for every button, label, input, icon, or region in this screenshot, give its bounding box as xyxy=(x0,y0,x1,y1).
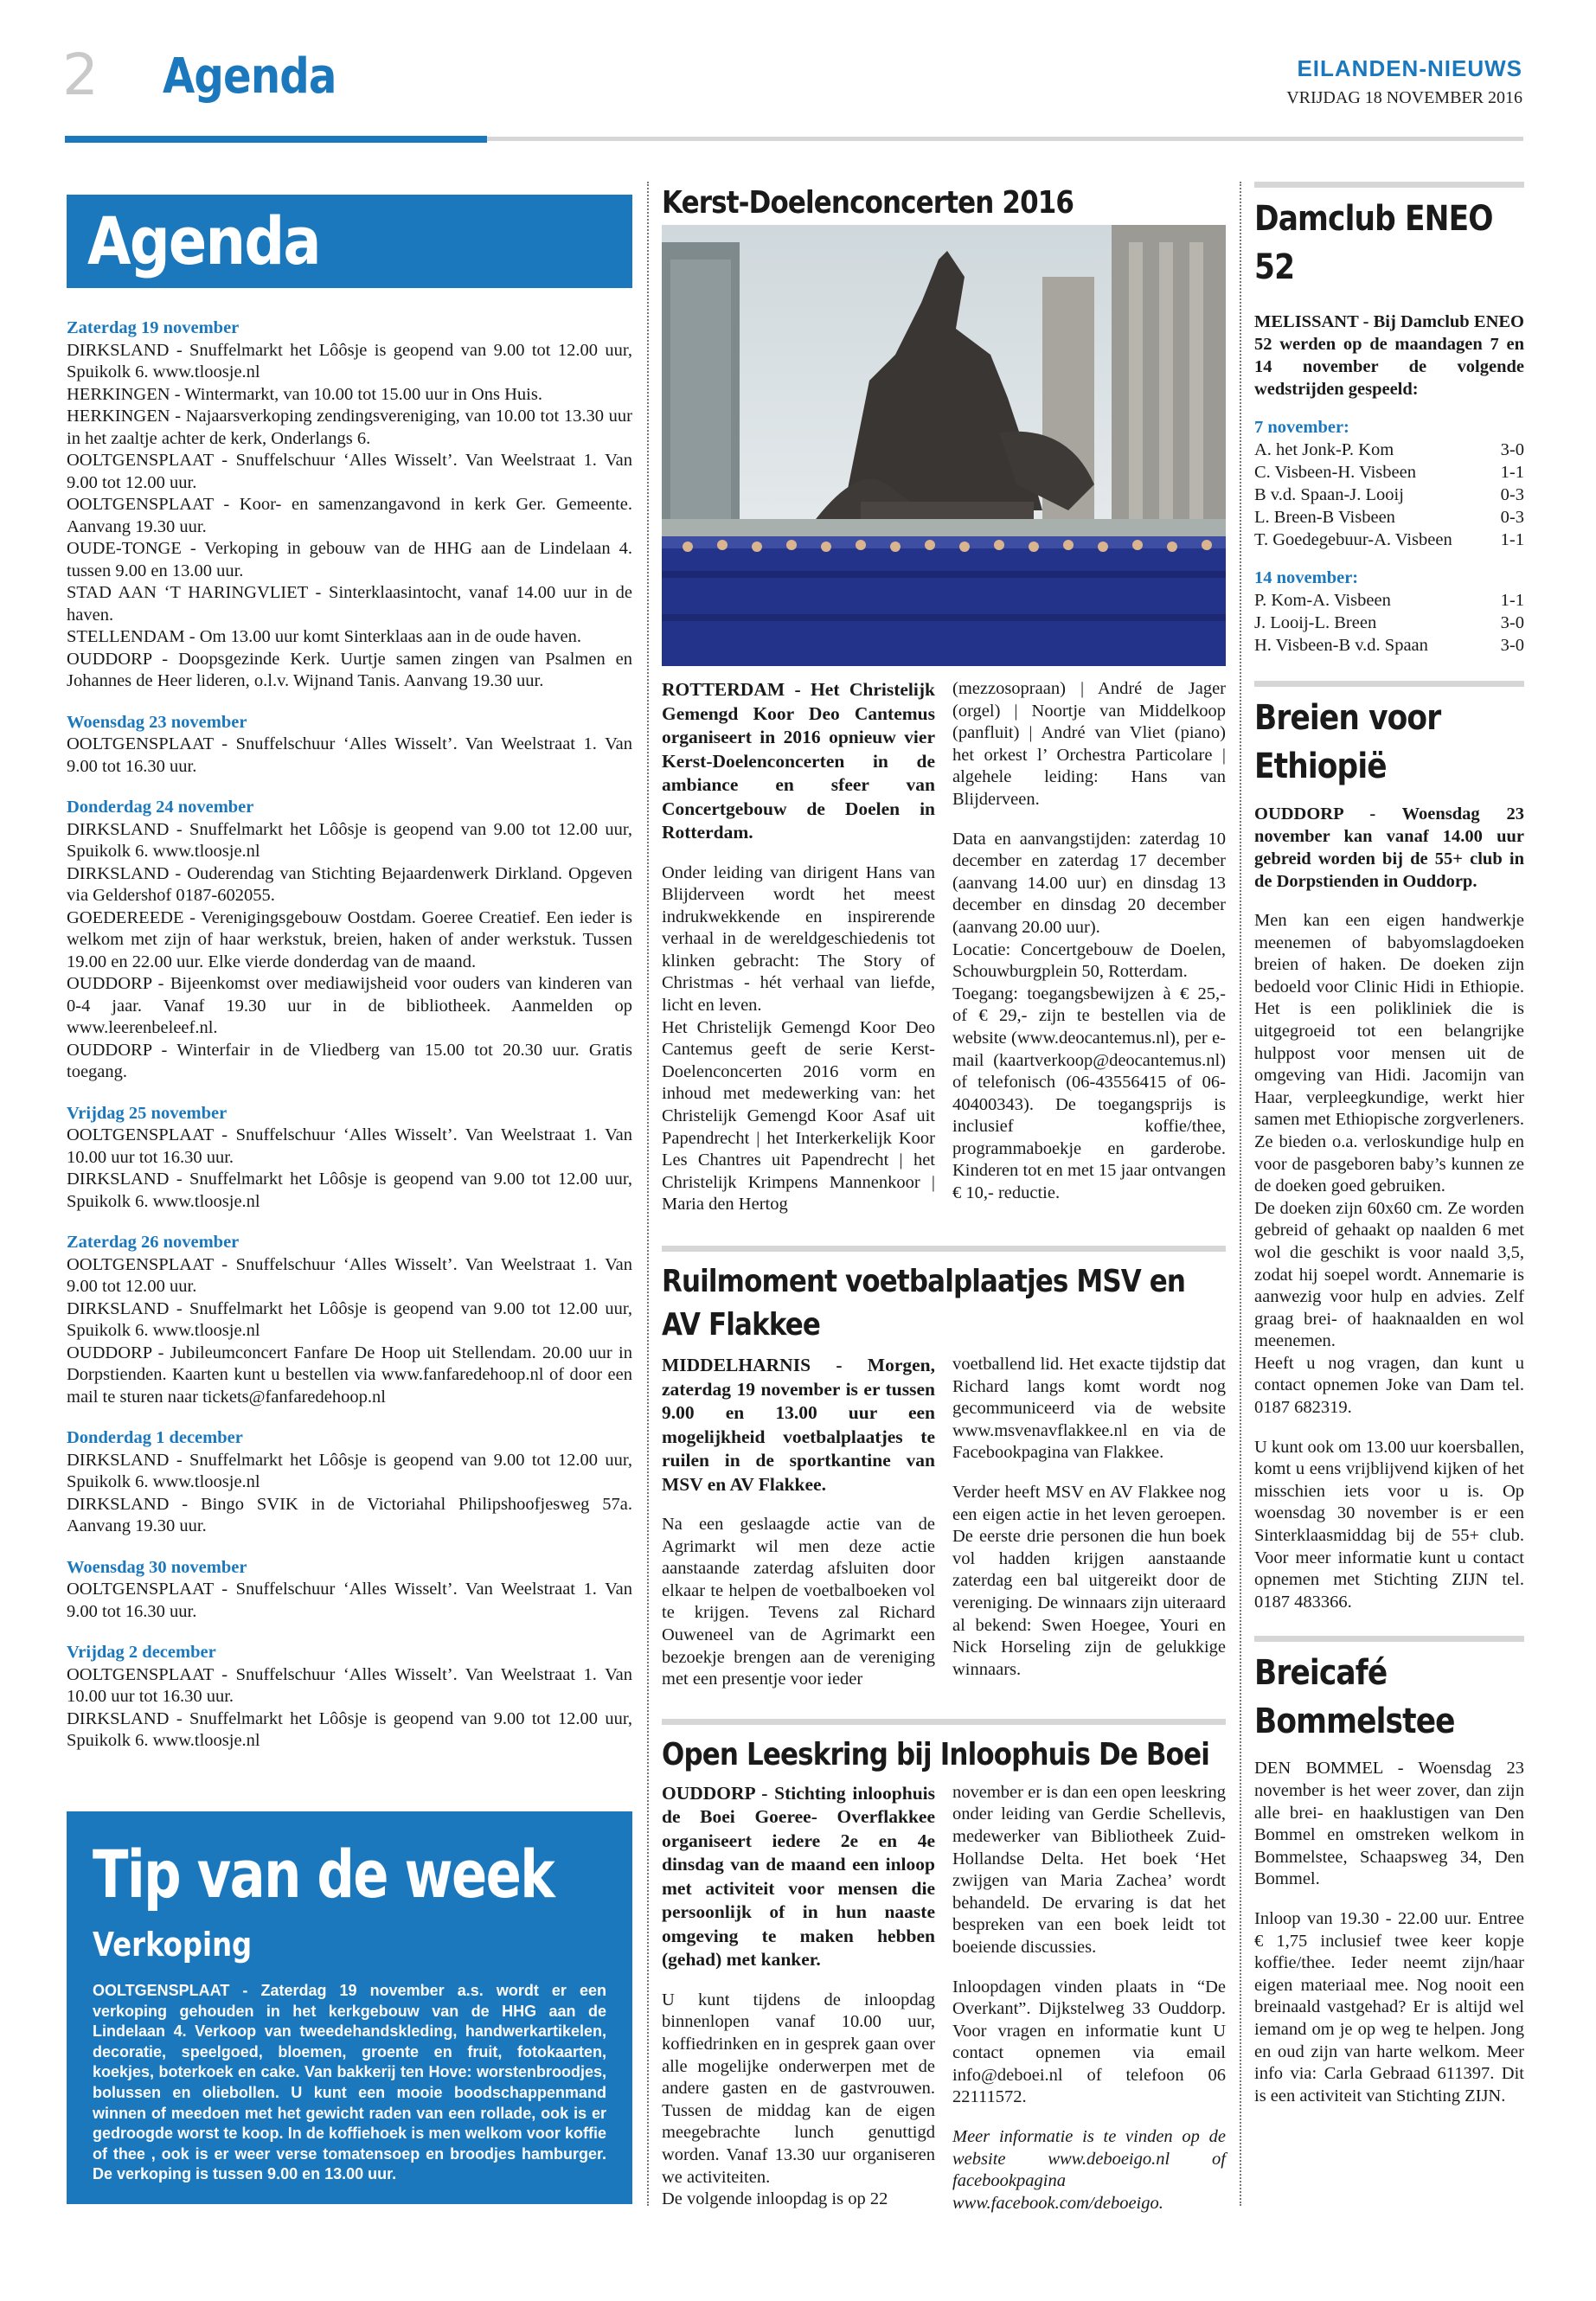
agenda-entry: OUDDORP - Winterfair in de Vliedberg van 15.00 tot 20.30 uur. Gratis toegang. xyxy=(67,1040,632,1081)
dam-results xyxy=(1254,401,1524,657)
dam-article-title: Damclub ENEO 52 xyxy=(1254,199,1493,287)
article-rule xyxy=(662,1719,1226,1725)
agenda-day xyxy=(67,1642,632,1753)
lees-paragraph: U kunt tijdens de inloopdag binnenlopen vanaf 10.00 uur, koffiedrinken en in gesprek gaan over alle mogelijke onderwerpen met de andere gasten en de gastvrouwen. Tussen de middag kan de eigen meegebrachte lunch genuttigd worden. Vanaf 13.30 uur organiseren we activiteiten. xyxy=(662,1990,935,2187)
dam-match: J. Looij-L. Breen xyxy=(1254,613,1377,632)
agenda-day-heading: Donderdag 24 november xyxy=(67,798,254,817)
header-rule-accent xyxy=(65,136,487,143)
kerst-lead: ROTTERDAM - Het Christelijk Gemengd Koor Deo Cantemus organiseert in 2016 opnieuw vier Kerst-Doelenconcerten in de ambiance en sfeer van Concertgebouw de Doelen in Rotterdam. xyxy=(662,679,935,843)
agenda-entry: OUDDORP - Doopsgezinde Kerk. Uurtje samen zingen van Psalmen en Johannes de Heer lideren, o.l.v. Wijnand Tanis. Aanvang 19.30 uur. xyxy=(67,649,632,690)
dam-score: 0-3 xyxy=(1500,508,1524,527)
lees-article-title: Open Leeskring bij Inloophuis De Boei xyxy=(662,1736,1209,1772)
agenda-banner-title: Agenda xyxy=(87,202,320,279)
ruil-paragraph: Na een geslaagde actie van de Agrimarkt wil men deze actie aanstaande zaterdag afsluiten door elkaar te helpen de voetbalboeken vol te krijgen. Tevens zal Richard Ouweneel van de Agrimarkt een bezoekje brengen aan de vereniging met een presentje voor ieder xyxy=(662,1515,935,1689)
dam-round-heading: 7 november: xyxy=(1254,418,1349,437)
newspaper-logo: EILANDEN-NIEUWS xyxy=(1297,55,1522,81)
ruil-article-title: Ruilmoment voetbalplaatjes MSV en AV Flakkee xyxy=(662,1264,1186,1343)
kerst-paragraph: Locatie: Concertgebouw de Doelen, Schouwburgplein 50, Rotterdam. xyxy=(952,939,1226,982)
dam-game-row xyxy=(1254,612,1524,634)
dam-score: 3-0 xyxy=(1500,613,1524,632)
breien-paragraph: De doeken zijn 60x60 cm. Ze worden gebreid of gehaakt op naalden 6 met wol die geschikt is voor naald 3,5, zodat hij soepel wordt. Annemarie is aanwezig voor hulp en advies. Zelf graag brei- of haaknaalden en wol meenemen. xyxy=(1254,1198,1524,1351)
agenda-banner xyxy=(67,195,632,288)
dam-match: C. Visbeen-H. Visbeen xyxy=(1254,463,1416,482)
issue-date: VRIJDAG 18 NOVEMBER 2016 xyxy=(1286,88,1522,107)
agenda-entry: OUDE-TONGE - Verkoping in gebouw van de HHG aan de Lindelaan 4. tussen 9.00 en 13.00 uur. xyxy=(67,539,632,580)
agenda-day-heading: Woensdag 30 november xyxy=(67,1557,247,1577)
kerst-paragraph: Het Christelijk Gemengd Koor Deo Cantemus geeft de serie Kerst-Doelenconcerten 2016 vorm en inhoud met medewerking van: het Christelijk Gemengd Koor Asaf uit Papendrecht | het Interkerkelijk Koor Les Chantres uit Papendrecht | het Christelijk Krimpens Mannenkoor | Maria den Hertog xyxy=(662,1017,935,1215)
agenda-day xyxy=(67,1103,632,1214)
agenda-day xyxy=(67,1557,632,1624)
dam-match: H. Visbeen-B v.d. Spaan xyxy=(1254,636,1428,655)
agenda-entry: DIRKSLAND - Snuffelmarkt het Lôôsje is geopend van 9.00 tot 12.00 uur, Spuikolk 6. www.tloosje.nl xyxy=(67,340,632,381)
agenda-day xyxy=(67,797,632,1084)
breicafe-article-body xyxy=(1254,1758,1524,2107)
dam-game-row xyxy=(1254,634,1524,657)
dam-lead: MELISSANT - Bij Damclub ENEO 52 werden op de maandagen 7 en 14 november de volgende wedstrijden gespeeld: xyxy=(1254,312,1524,399)
agenda-list xyxy=(67,317,632,1753)
dam-match: B v.d. Spaan-J. Looij xyxy=(1254,485,1404,504)
agenda-entry: DIRKSLAND - Snuffelmarkt het Lôôsje is geopend van 9.00 tot 12.00 uur, Spuikolk 6. www.tloosje.nl xyxy=(67,1170,632,1211)
agenda-entry: HERKINGEN - Wintermarkt, van 10.00 tot 15.00 uur in Ons Huis. xyxy=(67,384,542,404)
agenda-day-heading: Zaterdag 19 november xyxy=(67,318,240,337)
agenda-entry: DIRKSLAND - Ouderendag van Stichting Bejaardenwerk Dirkland. Opgeven via Geldershof 0187-602055. xyxy=(67,863,632,905)
section-title: Agenda xyxy=(163,48,337,105)
kerst-article-body xyxy=(662,678,1226,1216)
dam-match: L. Breen-B Visbeen xyxy=(1254,508,1395,527)
tip-subtitle: Verkoping xyxy=(93,1926,253,1964)
agenda-entry: DIRKSLAND - Snuffelmarkt het Lôôsje is geopend van 9.00 tot 12.00 uur, Spuikolk 6. www.tloosje.nl xyxy=(67,1708,632,1750)
breien-lead: OUDDORP - Woensdag 23 november kan vanaf 14.00 uur gebreid worden bij de 55+ club in de Dorpstienden in Ouddorp. xyxy=(1254,804,1524,891)
agenda-entry: STELLENDAM - Om 13.00 uur komt Sinterklaas aan in de oude haven. xyxy=(67,627,581,646)
kerst-paragraph: Toegang: toegangsbewijzen à € 25,- of € 29,- zijn te bestellen via de website (www.deocantemus.nl), per e-mail (kaartverkoop@deocantemus.nl) of telefonisch (06-43556415 of 06-40400343). De toegangsprijs is inclusief koffie/thee, programmaboekje en garderobe. Kinderen tot en met 15 jaar ontvangen € 10,- reductie. xyxy=(952,984,1226,1203)
dam-score: 1-1 xyxy=(1500,530,1524,549)
ruil-paragraph: voetballend lid. Het exacte tijdstip dat Richard langs komt wordt nog gecommuniceerd via de website www.msvenavflakkee.nl en via de Facebookpagina van Flakkee. xyxy=(952,1355,1226,1463)
column-divider xyxy=(1240,182,1241,2206)
breicafe-paragraph: Inloop van 19.30 - 22.00 uur. Entree € 1,75 inclusief twee keer kopje koffie/thee. Ieder neemt zijn/haar eigen materiaal mee. Nog nooit een breinaald vastgehad? Er is altijd wel iemand om je op weg te helpen. Jong en oud zijn van harte welkom. Meer info via: Carla Gebraad 611397. Dit is een activiteit van Stichting ZIJN. xyxy=(1254,1908,1524,2106)
agenda-entry: OOLTGENSPLAAT - Koor- en samenzangavond in kerk Ger. Gemeente. Aanvang 19.30 uur. xyxy=(67,495,632,536)
article-rule xyxy=(1254,182,1524,188)
kerst-paragraph: (mezzosopraan) | André de Jager (orgel) | Noortje van Middelkoop (panfluit) | André van Vliet (piano) het orkest l’ Orchestra Particolare | algehele leiding: Hans van Blijderveen. xyxy=(952,679,1226,809)
choir-photo xyxy=(662,225,1226,666)
agenda-entry: DIRKSLAND - Snuffelmarkt het Lôôsje is geopend van 9.00 tot 12.00 uur, Spuikolk 6. www.tloosje.nl xyxy=(67,1298,632,1340)
agenda-entry: OOLTGENSPLAAT - Snuffelschuur ‘Alles Wisselt’. Van Weelstraat 1. Van 9.00 tot 16.30 uur. xyxy=(67,1580,632,1621)
dam-score: 0-3 xyxy=(1500,485,1524,504)
tip-body: OOLTGENSPLAAT - Zaterdag 19 november a.s. wordt er een verkoping gehouden in het kerkgebouw van de HHG aan de Lindelaan 4. Verkoop van tweedehandskleding, handwerkartikelen, decoratie, speelgoed, bloemen, groente en fruit, fotokaarten, koekjes, boterkoek en cake. Van bakkerij ten Hove: worstenbroodjes, bolussen en oliebollen. U kunt een mooie boodschappenmand winnen of meedoen met het gewicht raden van een rollade, ook is er gedroogde worst te koop. In de koffiehoek is men welkom voor koffie of thee , ook is er weer verse tomatensoep en broodjes hamburger. De verkoping is tussen 9.00 en 13.00 uur. xyxy=(93,1982,606,2183)
lees-article-body xyxy=(662,1782,1226,2215)
dam-game-row xyxy=(1254,506,1524,529)
dam-game-row xyxy=(1254,529,1524,551)
column-divider xyxy=(647,182,649,2206)
agenda-day-heading: Zaterdag 26 november xyxy=(67,1233,240,1252)
agenda-day-heading: Woensdag 23 november xyxy=(67,712,247,732)
agenda-entry: OOLTGENSPLAAT - Snuffelschuur ‘Alles Wisselt’. Van Weelstraat 1. Van 9.00 tot 12.00 uur. xyxy=(67,451,632,492)
dam-match: A. het Jonk-P. Kom xyxy=(1254,440,1394,459)
dam-game-row xyxy=(1254,589,1524,612)
breicafe-paragraph: DEN BOMMEL - Woensdag 23 november is het weer zover, dan zijn alle brei- en haaklustigen van Den Bommel en omstreken welkom in Bommelstee, Schaapsweg 34, Den Bommel. xyxy=(1254,1759,1524,1889)
agenda-day xyxy=(67,1427,632,1538)
agenda-entry: STAD AAN ‘T HARINGVLIET - Sinterklaasintocht, vanaf 14.00 uur in de haven. xyxy=(67,583,632,625)
lees-paragraph: Meer informatie is te vinden op de website www.deboeigo.nl of facebookpagina www.facebook.com/deboeigo. xyxy=(952,2127,1226,2213)
kerst-paragraph: Onder leiding van dirigent Hans van Blijderveen wordt het meest indrukwekkende en inspirerende verhaal in de wereldgeschiedenis tot klinken gebracht: The Story of Christmas - hét verhaal van liefde, licht en leven. xyxy=(662,862,935,1016)
dam-score: 1-1 xyxy=(1500,591,1524,610)
tip-title: Tip van de week xyxy=(93,1836,554,1913)
dam-game-row xyxy=(1254,484,1524,506)
lees-paragraph: november er is dan een open leeskring onder leiding van Gerdie Schellevis, medewerker van Bibliotheek Zuid-Hollandse Delta. Het boek ‘Het zwijgen van Maria Zachea’ wordt behandeld. De ervaring is dat het bespreken van een boek leidt tot boeiende discussies. xyxy=(952,1782,1226,1957)
agenda-entry: OOLTGENSPLAAT - Snuffelschuur ‘Alles Wisselt’. Van Weelstraat 1. Van 10.00 uur tot 16.30 uur. xyxy=(67,1664,632,1706)
agenda-entry: DIRKSLAND - Snuffelmarkt het Lôôsje is geopend van 9.00 tot 12.00 uur, Spuikolk 6. www.tloosje.nl xyxy=(67,1450,632,1491)
dam-score: 3-0 xyxy=(1500,636,1524,655)
dam-score: 3-0 xyxy=(1500,440,1524,459)
agenda-entry: HERKINGEN - Najaarsverkoping zendingsvereniging, van 10.00 tot 13.30 uur in het zaaltje achter de kerk, Onderlangs 6. xyxy=(67,407,632,448)
breien-article-title: Breien voor Ethiopië xyxy=(1254,698,1441,786)
ruil-article-body xyxy=(662,1354,1226,1691)
dam-game-row xyxy=(1254,461,1524,484)
breien-article-body xyxy=(1254,803,1524,1613)
article-rule xyxy=(1254,1636,1524,1642)
dam-match: P. Kom-A. Visbeen xyxy=(1254,591,1391,610)
ruil-lead: MIDDELHARNIS - Morgen, zaterdag 19 november is er tussen 9.00 en 13.00 uur een mogelijkheid voetbalplaatjes te ruilen in de sportkantine van MSV en AV Flakkee. xyxy=(662,1355,935,1495)
breien-paragraph: U kunt ook om 13.00 uur koersballen, komt u eens vrijblijvend kijken of het misschien iets voor u is. Op woensdag 30 november is er een Sinterklaasmiddag bij de 55+ club. Voor meer informatie kunt u contact opnemen met Stichting ZIJN tel. 0187 483366. xyxy=(1254,1437,1525,1612)
lees-paragraph: Inloopdagen vinden plaats in “De Overkant”. Dijkstelweg 33 Ouddorp. Voor vragen en informatie kunt U contact opnemen via email info@deboei.nl of telefoon 06 22111572. xyxy=(952,1977,1226,2107)
kerst-paragraph: Data en aanvangstijden: zaterdag 10 december en zaterdag 17 december (aanvang 14.00 uur) en dinsdag 13 december en dinsdag 20 december (aanvang 20.00 uur). xyxy=(952,829,1226,937)
breicafe-article-title: Breicafé Bommelstee xyxy=(1254,1653,1455,1742)
agenda-day xyxy=(67,1232,632,1408)
agenda-entry: DIRKSLAND - Bingo SVIK in de Victoriahal Philipshoofjesweg 57a. Aanvang 19.30 uur. xyxy=(67,1494,632,1535)
agenda-entry: DIRKSLAND - Snuffelmarkt het Lôôsje is geopend van 9.00 tot 12.00 uur, Spuikolk 6. www.tloosje.nl xyxy=(67,819,632,861)
agenda-entry: OOLTGENSPLAAT - Snuffelschuur ‘Alles Wisselt’. Van Weelstraat 1. Van 10.00 uur tot 16.30 uur. xyxy=(67,1125,632,1167)
agenda-day-heading: Donderdag 1 december xyxy=(67,1428,243,1447)
tip-of-the-week-box xyxy=(67,1811,632,2204)
kerst-article-title: Kerst-Doelenconcerten 2016 xyxy=(662,185,1074,221)
agenda-entry: OOLTGENSPLAAT - Snuffelschuur ‘Alles Wisselt’. Van Weelstraat 1. Van 9.00 tot 16.30 uur. xyxy=(67,734,632,776)
agenda-day-heading: Vrijdag 2 december xyxy=(67,1643,216,1662)
dam-game-row xyxy=(1254,439,1524,461)
ruil-paragraph: Verder heeft MSV en AV Flakkee nog een eigen actie in het leven geroepen. De eerste drie personen die hun boek vol hadden krijgen aanstaande zaterdag een bal uitgereikt door de vereniging. De winnaars zijn uiteraard al bekend: Swen Hoegee, Youri en Nick Horseling zijn de gelukkige winnaars. xyxy=(952,1482,1226,1679)
agenda-day xyxy=(67,712,632,779)
dam-score: 1-1 xyxy=(1500,463,1524,482)
page-number: 2 xyxy=(62,42,99,108)
agenda-column xyxy=(67,195,632,1772)
agenda-day xyxy=(67,317,632,693)
dam-round-heading: 14 november: xyxy=(1254,568,1359,587)
lees-paragraph: De volgende inloopdag is op 22 xyxy=(662,2189,888,2209)
middle-column xyxy=(662,182,1226,2214)
dam-match: T. Goedegebuur-A. Visbeen xyxy=(1254,530,1452,549)
agenda-entry: GOEDEREEDE - Verenigingsgebouw Oostdam. Goeree Creatief. Een ieder is welkom met zijn of haar werkstuk, breien, haken of ander werkstuk. Tussen 19.00 en 22.00 uur. Elke vierde donderdag van de maand. xyxy=(67,907,632,971)
agenda-day-heading: Vrijdag 25 november xyxy=(67,1103,228,1123)
header-rule xyxy=(487,137,1523,141)
breien-paragraph: Men kan een eigen handwerkje meenemen of babyomslagdoeken breien of haken. De doeken zijn bedoeld voor Clinic Hidi in Ethiopie. Het is een polikliniek die is uitgegroeid tot een belangrijke hulppost voor mensen uit de omgeving van Hidi. Jacomijn van Haar, verpleegkundige, werkt hier samen met Ethiopische zorgverleners. Ze bieden o.a. verloskundige hulp en voor de pasgeboren baby’s kunnen ze de doeken goed gebruiken. xyxy=(1254,911,1524,1196)
right-column xyxy=(1254,182,1524,2107)
agenda-entry: OOLTGENSPLAAT - Snuffelschuur ‘Alles Wisselt’. Van Weelstraat 1. Van 9.00 tot 12.00 uur. xyxy=(67,1254,632,1296)
article-rule xyxy=(1254,681,1524,687)
breien-paragraph: Heeft u nog vragen, dan kunt u contact opnemen Joke van Dam tel. 0187 682319. xyxy=(1254,1353,1524,1418)
article-rule xyxy=(662,1246,1226,1252)
agenda-entry: OUDDORP - Bijeenkomst over mediawijsheid voor ouders van kinderen van 0-4 jaar. Vanaf 19.30 uur in de bibliotheek. Aanmelden op www.leerenbeleef.nl. xyxy=(67,974,632,1037)
lees-lead: OUDDORP - Stichting inloophuis de Boei Goeree- Overflakkee organiseert iedere 2e en 4e dinsdag van de maand een inloop met activiteit voor mensen die persoonlijk of in hun naaste omgeving te maken hebben (gehad) met kanker. xyxy=(662,1782,935,1971)
agenda-entry: OUDDORP - Jubileumconcert Fanfare De Hoop uit Stellendam. 20.00 uur in Dorpstienden. Kaarten kunt u bestellen via www.fanfaredehoop.nl of door een mail te sturen naar tickets@fanfaredehoop.nl xyxy=(67,1343,632,1407)
